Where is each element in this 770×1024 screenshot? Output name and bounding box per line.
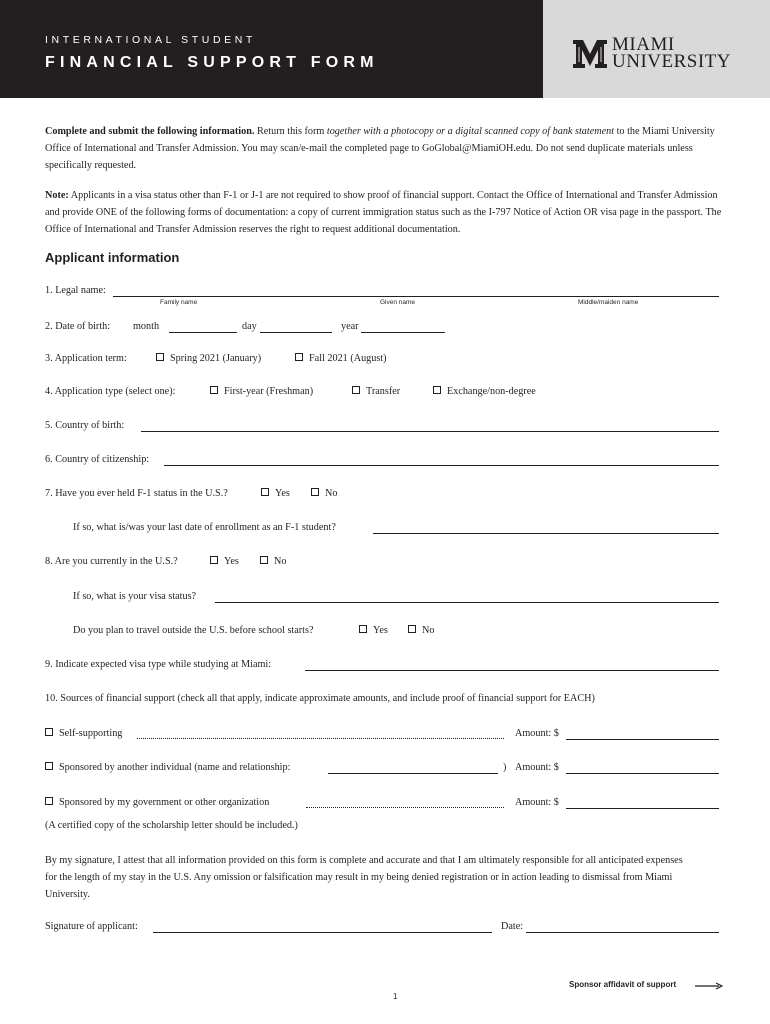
checkbox-icon xyxy=(295,353,303,361)
term-spring-checkbox[interactable]: Spring 2021 (January) xyxy=(156,353,261,364)
dob-label: 2. Date of birth: xyxy=(45,321,111,332)
amount-label-org: Amount: $ xyxy=(515,797,559,808)
checkbox-icon xyxy=(210,556,218,564)
leader-dots xyxy=(306,807,504,808)
instructions-paragraph: Complete and submit the following information. Return this form together with a photocopy or a digital scanned copy of bank statement to the Miami University Office of International and Transfer Admission. You may scan/e-mail the completed page to GoGlobal@MiamiOH.edu. Do not send duplicate materials unless specifically requested. xyxy=(45,126,715,171)
amount-self-field[interactable] xyxy=(566,739,719,740)
amount-label-self: Amount: $ xyxy=(515,728,559,739)
checkbox-icon xyxy=(352,386,360,394)
dob-day-field[interactable] xyxy=(260,332,332,333)
app-type-firstyear-checkbox[interactable]: First-year (Freshman) xyxy=(210,386,313,397)
travel-yes-checkbox[interactable]: Yes xyxy=(359,625,388,636)
app-type-label: 4. Application type (select one): xyxy=(45,386,176,397)
visa-type-field[interactable] xyxy=(305,670,719,671)
date-field[interactable] xyxy=(526,932,719,933)
f1-history-no-checkbox[interactable]: No xyxy=(311,488,337,499)
sponsor-affidavit-link[interactable]: Sponsor affidavit of support xyxy=(569,980,677,989)
country-birth-label: 5. Country of birth: xyxy=(45,420,125,431)
checkbox-icon xyxy=(261,488,269,496)
middle-name-caption: Middle/maiden name xyxy=(578,299,639,306)
page-number: 1 xyxy=(393,992,398,1001)
self-supporting-checkbox[interactable]: Self-supporting xyxy=(45,728,122,739)
citizenship-field[interactable] xyxy=(164,465,719,466)
arrow-right-icon xyxy=(695,982,723,990)
checkbox-icon xyxy=(45,797,53,805)
country-birth-field[interactable] xyxy=(141,431,719,432)
term-label: 3. Application term: xyxy=(45,353,127,364)
checkbox-icon xyxy=(45,728,53,736)
f1-enrollment-label: If so, what is/was your last date of enrollment as an F-1 student? xyxy=(73,522,336,533)
family-name-caption: Family name xyxy=(160,299,198,306)
dob-day-label: day xyxy=(242,321,257,332)
f1-history-yes-checkbox[interactable]: Yes xyxy=(261,488,290,499)
amount-label-individual: Amount: $ xyxy=(515,762,559,773)
checkbox-icon xyxy=(260,556,268,564)
checkbox-icon xyxy=(311,488,319,496)
checkbox-icon xyxy=(45,762,53,770)
citizenship-label: 6. Country of citizenship: xyxy=(45,454,150,465)
app-type-transfer-checkbox[interactable]: Transfer xyxy=(352,386,400,397)
checkbox-icon xyxy=(408,625,416,633)
sponsor-individual-name-field[interactable] xyxy=(328,773,498,774)
scholarship-note: (A certified copy of the scholarship letter should be included.) xyxy=(45,820,298,831)
form-title: FINANCIAL SUPPORT FORM xyxy=(45,54,379,71)
leader-dots xyxy=(137,738,504,739)
travel-no-checkbox[interactable]: No xyxy=(408,625,434,636)
checkbox-icon xyxy=(156,353,164,361)
app-type-exchange-checkbox[interactable]: Exchange/non-degree xyxy=(433,386,536,397)
paren-close: ) xyxy=(503,762,507,773)
amount-org-field[interactable] xyxy=(566,808,719,809)
visa-status-label: If so, what is your visa status? xyxy=(73,591,197,602)
visa-type-label: 9. Indicate expected visa type while studying at Miami: xyxy=(45,659,272,670)
amount-individual-field[interactable] xyxy=(566,773,719,774)
note-paragraph: Note: Applicants in a visa status other than F-1 or J-1 are not required to show proof of financial support. Contact the Office of International and Transfer Admission and provide ONE of the following forms of documentation: a copy of current immigration status such as the I-797 Notice of Action OR visa page in the passport. The Office of International and Transfer Admission reserves the right to request additional documentation. xyxy=(45,190,722,235)
f1-history-label: 7. Have you ever held F-1 status in the U.S.? xyxy=(45,488,228,499)
dob-year-field[interactable] xyxy=(361,332,445,333)
in-us-no-checkbox[interactable]: No xyxy=(260,556,286,567)
checkbox-icon xyxy=(210,386,218,394)
miami-university-logo xyxy=(572,36,742,74)
miami-m-logo-icon xyxy=(572,36,608,72)
header-subtitle: INTERNATIONAL STUDENT xyxy=(45,34,256,46)
financial-sources-label: 10. Sources of financial support (check all that apply, indicate approximate amounts, and include proof of financial support for EACH) xyxy=(45,693,595,704)
sponsor-individual-checkbox[interactable]: Sponsored by another individual (name and relationship: xyxy=(45,762,290,773)
given-name-caption: Given name xyxy=(380,299,416,306)
logo-wordmark: MIAMI UNIVERSITY xyxy=(612,34,731,72)
checkbox-icon xyxy=(433,386,441,394)
section-heading: Applicant information xyxy=(45,250,180,265)
signature-field[interactable] xyxy=(153,932,492,933)
visa-status-field[interactable] xyxy=(215,602,719,603)
dob-month-label: month xyxy=(133,321,160,332)
legal-name-label: 1. Legal name: xyxy=(45,285,106,296)
checkbox-icon xyxy=(359,625,367,633)
header-banner xyxy=(0,0,543,98)
term-fall-checkbox[interactable]: Fall 2021 (August) xyxy=(295,353,387,364)
dob-year-label: year xyxy=(341,321,359,332)
sponsor-org-checkbox[interactable]: Sponsored by my government or other organization xyxy=(45,797,269,808)
f1-enrollment-field[interactable] xyxy=(373,533,719,534)
in-us-yes-checkbox[interactable]: Yes xyxy=(210,556,239,567)
dob-month-field[interactable] xyxy=(169,332,237,333)
signature-label: Signature of applicant: xyxy=(45,921,138,932)
in-us-label: 8. Are you currently in the U.S.? xyxy=(45,556,178,567)
travel-plan-label: Do you plan to travel outside the U.S. before school starts? xyxy=(73,625,314,636)
date-label: Date: xyxy=(501,921,524,932)
attestation-paragraph: By my signature, I attest that all information provided on this form is complete and accurate and that I am ultimately responsible for all anticipated expenses for the length of my stay in the U.S. Any omission or falsification may result in my being denied registration or in action leading to dismissal from Miami University. xyxy=(45,855,683,900)
legal-name-field[interactable] xyxy=(113,296,719,297)
